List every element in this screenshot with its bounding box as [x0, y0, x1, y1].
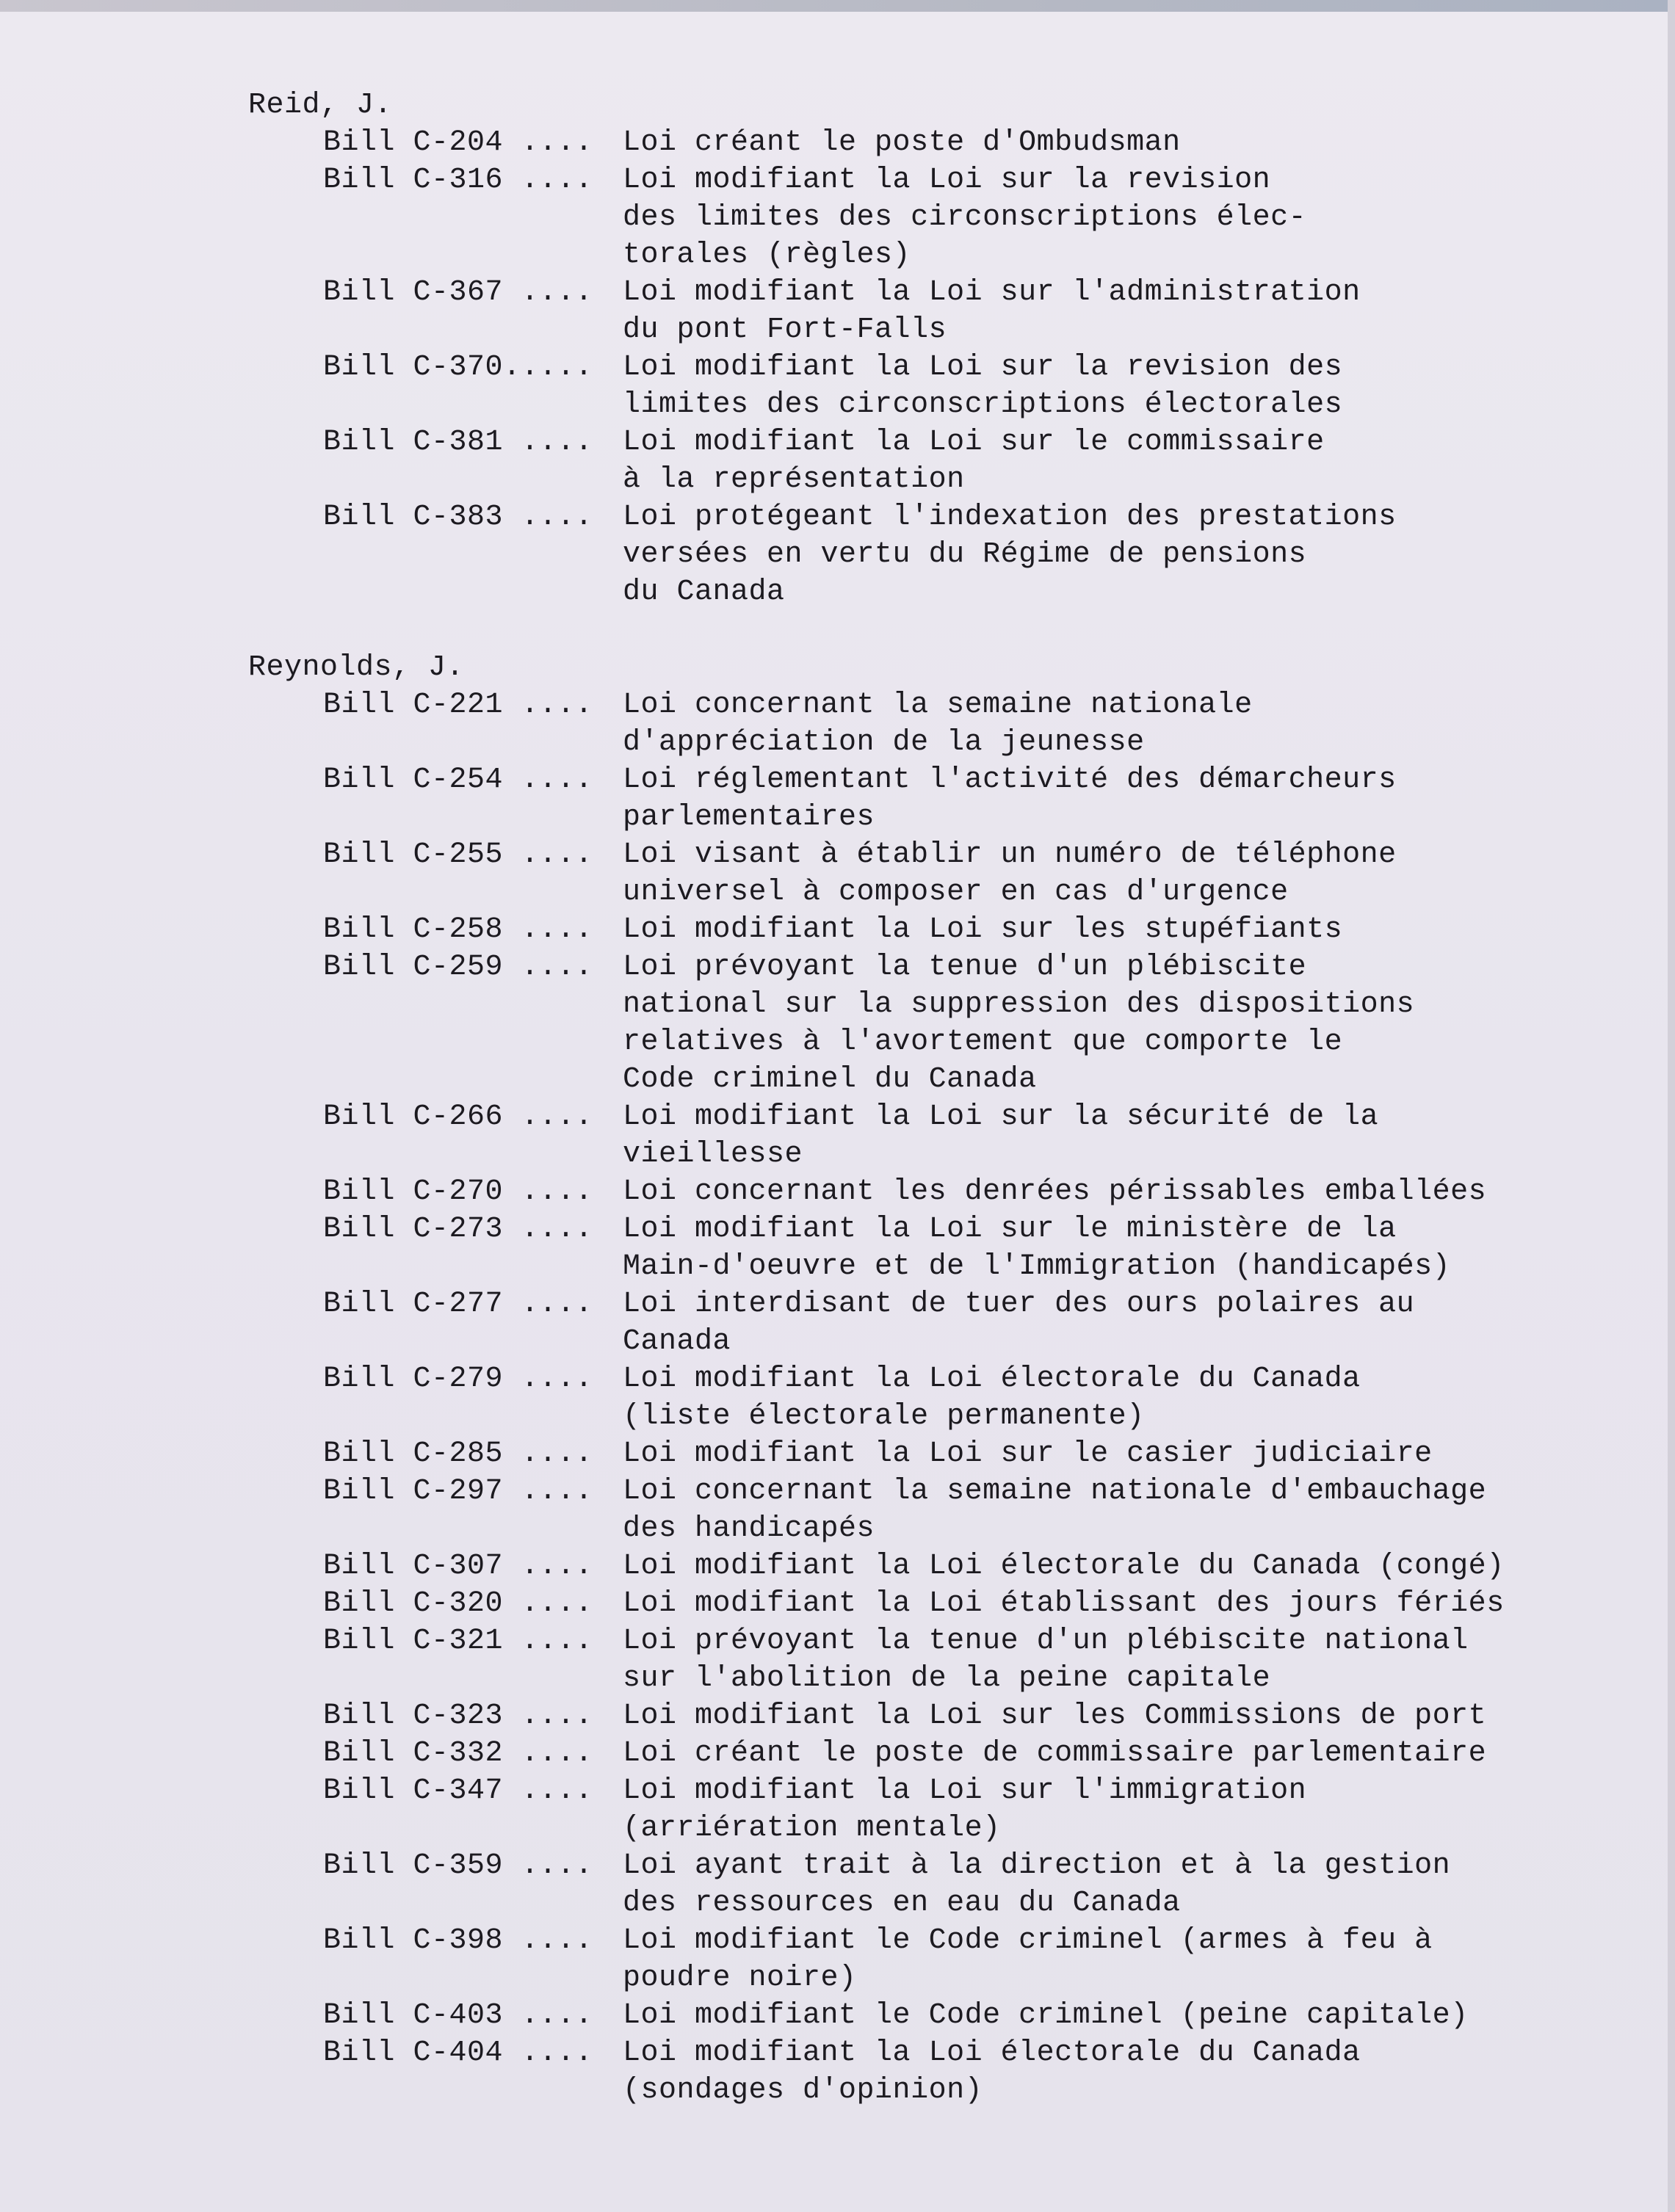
- bill-title: Loi modifiant la Loi électorale du Canada (congé): [623, 1550, 1505, 1583]
- bill-number: Bill C-297 ....: [323, 1475, 593, 1508]
- bill-title: Loi modifiant la Loi sur l'administration du pont Fort-Falls: [623, 276, 1361, 347]
- bill-title: Loi modifiant la Loi sur le casier judiciaire: [623, 1437, 1433, 1471]
- bill-number: Bill C-273 ....: [323, 1213, 593, 1246]
- bill-entry: [248, 349, 1599, 424]
- bill-entry: [248, 1435, 1599, 1473]
- bill-title: Loi modifiant la Loi sur les Commissions de port: [623, 1700, 1487, 1733]
- bill-entry: [248, 949, 1599, 1098]
- bill-entry: [248, 1098, 1599, 1173]
- bill-entry: [248, 1772, 1599, 1847]
- bill-number: Bill C-316 ....: [323, 164, 593, 197]
- bill-title: Loi modifiant la Loi sur les stupéfiants: [623, 913, 1343, 946]
- bill-entry: [248, 686, 1599, 761]
- bill-title: Loi concernant les denrées périssables emballées: [623, 1175, 1487, 1208]
- bill-title: Loi créant le poste d'Ombudsman: [623, 126, 1181, 159]
- bill-number: Bill C-285 ....: [323, 1437, 593, 1471]
- bill-number: Bill C-383 ....: [323, 501, 593, 534]
- bill-entry: [248, 836, 1599, 911]
- bill-title: Loi concernant la semaine nationale d'embauchage des handicapés: [623, 1475, 1487, 1545]
- bill-title: Loi visant à établir un numéro de téléphone universel à composer en cas d'urgence: [623, 838, 1397, 909]
- bill-number: Bill C-307 ....: [323, 1550, 593, 1583]
- bill-number: Bill C-398 ....: [323, 1924, 593, 1957]
- member-name: Reynolds, J.: [248, 651, 465, 684]
- bill-number: Bill C-367 ....: [323, 276, 593, 309]
- bill-title: Loi protégeant l'indexation des prestations versées en vertu du Régime de pensions du Canada: [623, 501, 1397, 609]
- bill-number: Bill C-255 ....: [323, 838, 593, 871]
- bill-number: Bill C-320 ....: [323, 1587, 593, 1620]
- bill-entry: [248, 1548, 1599, 1585]
- bill-number: Bill C-204 ....: [323, 126, 593, 159]
- bill-number: Bill C-279 ....: [323, 1363, 593, 1396]
- bill-title: Loi modifiant la Loi sur la revision des limites des circonscriptions électorales: [623, 351, 1343, 421]
- bill-entry: [248, 124, 1599, 162]
- bill-entry: [248, 1735, 1599, 1772]
- member-section-reynolds: [248, 649, 1599, 2109]
- bill-number: Bill C-221 ....: [323, 689, 593, 722]
- bill-number: Bill C-258 ....: [323, 913, 593, 946]
- member-section-reid: [248, 87, 1599, 611]
- bill-number: Bill C-332 ....: [323, 1737, 593, 1770]
- bill-entry: [248, 1473, 1599, 1548]
- bill-title: Loi modifiant le Code criminel (armes à feu à poudre noire): [623, 1924, 1433, 1995]
- bill-number: Bill C-403 ....: [323, 1999, 593, 2032]
- bill-title: Loi réglementant l'activité des démarcheurs parlementaires: [623, 764, 1397, 834]
- bill-number: Bill C-404 ....: [323, 2037, 593, 2070]
- bill-title: Loi prévoyant la tenue d'un plébiscite national sur la suppression des dispositions relatives à l'avortement que comporte le Code criminel du Canada: [623, 951, 1415, 1096]
- bill-title: Loi modifiant la Loi électorale du Canada (sondages d'opinion): [623, 2037, 1361, 2107]
- bill-entry: [248, 162, 1599, 274]
- bill-number: Bill C-347 ....: [323, 1774, 593, 1807]
- bill-entry: [248, 2034, 1599, 2109]
- bill-entry: [248, 498, 1599, 611]
- bill-entry: [248, 761, 1599, 836]
- bill-entry: [248, 1847, 1599, 1922]
- bill-entry: [248, 911, 1599, 949]
- bill-entry: [248, 274, 1599, 349]
- bill-entry: [248, 1211, 1599, 1286]
- bill-number: Bill C-321 ....: [323, 1625, 593, 1658]
- bill-title: Loi prévoyant la tenue d'un plébiscite national sur l'abolition de la peine capitale: [623, 1625, 1469, 1695]
- bill-entry: [248, 1922, 1599, 1997]
- bill-entry: [248, 1585, 1599, 1622]
- bill-entry: [248, 1173, 1599, 1211]
- bill-title: Loi modifiant la Loi sur l'immigration (arriération mentale): [623, 1774, 1307, 1845]
- bill-title: Loi modifiant la Loi sur le commissaire à la représentation: [623, 426, 1325, 496]
- bill-number: Bill C-381 ....: [323, 426, 593, 459]
- bill-number: Bill C-370.....: [323, 351, 593, 384]
- bill-number: Bill C-359 ....: [323, 1849, 593, 1882]
- bill-title: Loi modifiant la Loi sur la sécurité de la vieillesse: [623, 1100, 1379, 1171]
- bill-number: Bill C-323 ....: [323, 1700, 593, 1733]
- page-right-edge: [1668, 0, 1675, 2212]
- bill-title: Loi modifiant la Loi sur le ministère de la Main-d'oeuvre et de l'Immigration (handicapés): [623, 1213, 1451, 1283]
- page-top-edge: [0, 0, 1675, 12]
- bill-title: Loi concernant la semaine nationale d'appréciation de la jeunesse: [623, 689, 1253, 759]
- bill-number: Bill C-254 ....: [323, 764, 593, 797]
- bill-title: Loi modifiant la Loi électorale du Canada (liste électorale permanente): [623, 1363, 1361, 1433]
- bill-title: Loi modifiant la Loi sur la revision des limites des circonscriptions élec- torales (règles): [623, 164, 1307, 272]
- bill-number: Bill C-270 ....: [323, 1175, 593, 1208]
- bill-entry: [248, 1622, 1599, 1697]
- bill-number: Bill C-266 ....: [323, 1100, 593, 1134]
- bill-title: Loi interdisant de tuer des ours polaires au Canada: [623, 1288, 1415, 1358]
- bill-entry: [248, 1360, 1599, 1435]
- bill-number: Bill C-259 ....: [323, 951, 593, 984]
- bill-title: Loi modifiant la Loi établissant des jours fériés: [623, 1587, 1505, 1620]
- member-name: Reid, J.: [248, 89, 393, 122]
- bill-title: Loi créant le poste de commissaire parlementaire: [623, 1737, 1487, 1770]
- bill-entry: [248, 424, 1599, 498]
- bill-entry: [248, 1697, 1599, 1735]
- bill-title: Loi ayant trait à la direction et à la gestion des ressources en eau du Canada: [623, 1849, 1451, 1920]
- bill-title: Loi modifiant le Code criminel (peine capitale): [623, 1999, 1469, 2032]
- bill-entry: [248, 1286, 1599, 1360]
- bill-entry: [248, 1997, 1599, 2034]
- bill-number: Bill C-277 ....: [323, 1288, 593, 1321]
- bill-index: [248, 87, 1599, 2147]
